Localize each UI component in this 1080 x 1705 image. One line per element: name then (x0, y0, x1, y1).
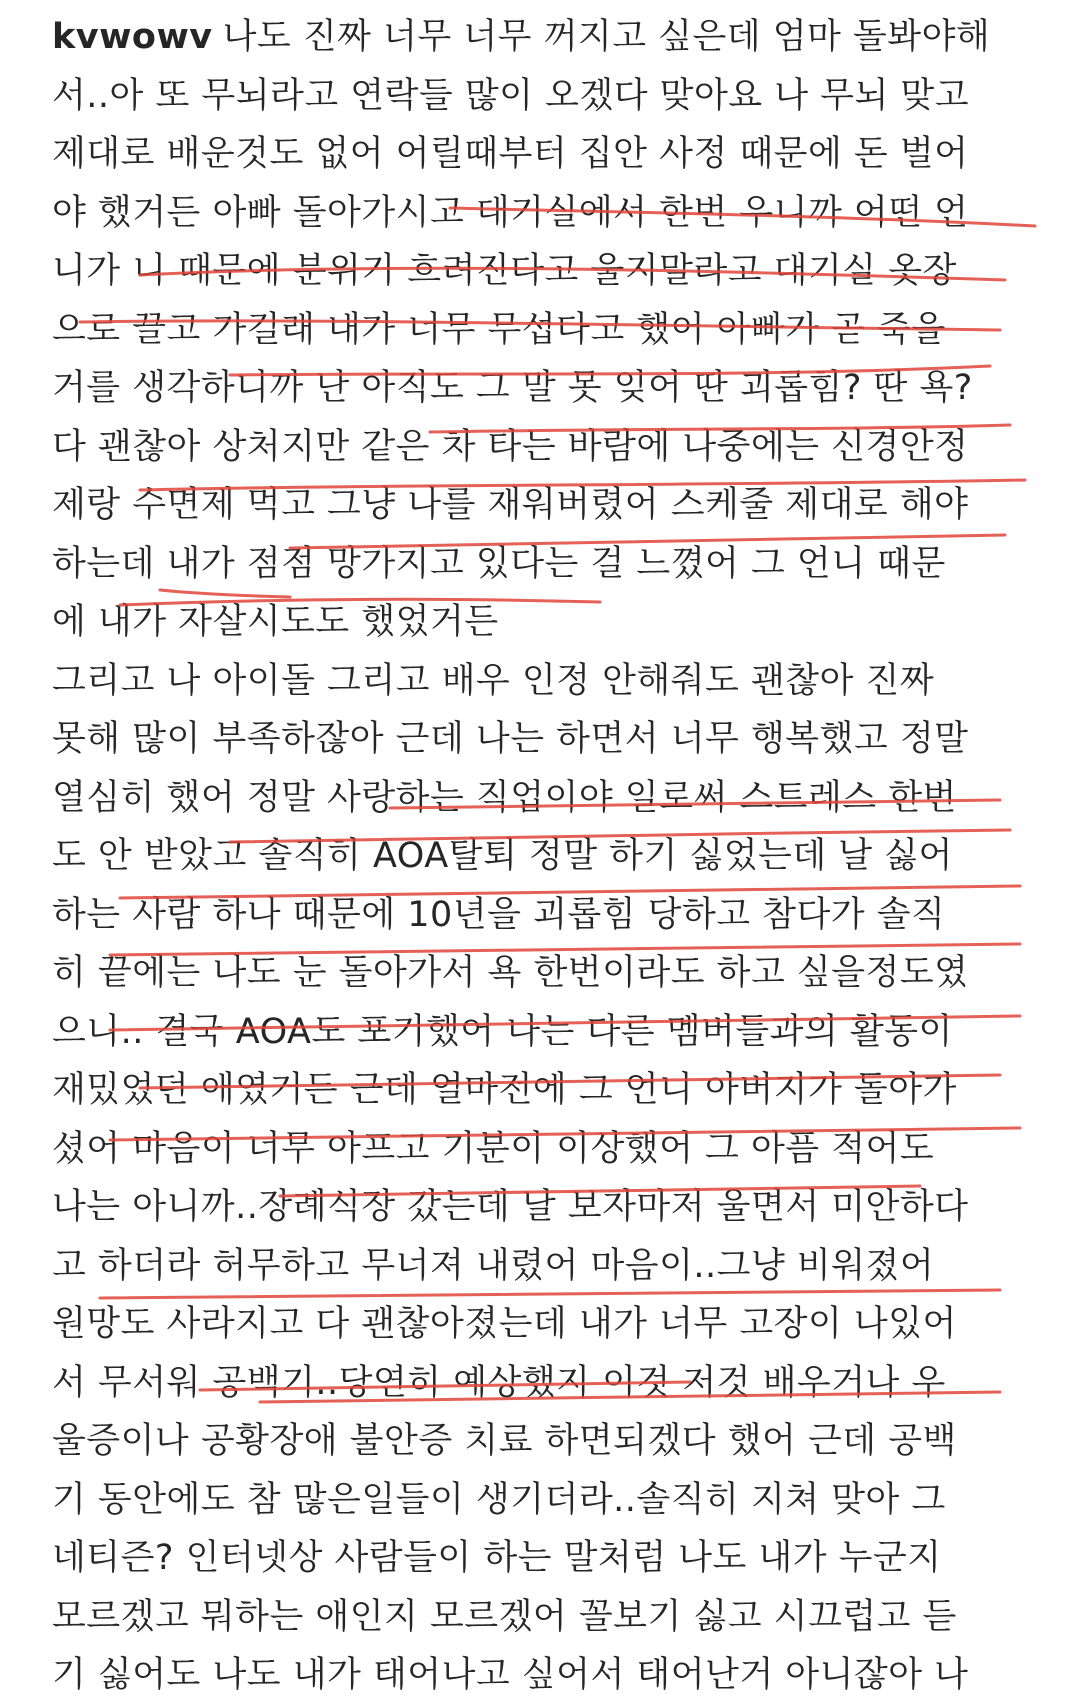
caption-text: 나도 진짜 너무 너무 꺼지고 싶은데 엄마 돌봐야해 (222, 17, 991, 57)
caption-line: 도 안 받았고 솔직히 AOA탈퇴 정말 하기 싫었는데 날 싫어 (52, 836, 953, 876)
caption-line (52, 8, 1062, 67)
caption-line: 못해 많이 부족하잖아 근데 나는 하면서 너무 행복했고 정말 (52, 719, 969, 759)
caption-line: 제대로 배운것도 없어 어릴때부터 집안 사정 때문에 돈 벌어 (52, 134, 969, 174)
caption-line: 다 괜찮아 상처지만 같은 차 타는 바람에 나중에는 신경안정 (52, 426, 969, 467)
caption-line: 원망도 사라지고 다 괜찮아졌는데 내가 너무 고장이 나있어 (52, 1304, 957, 1344)
caption-line: 히 끝에는 나도 눈 돌아가서 욕 한번이라도 하고 싶을정도였 (52, 953, 969, 993)
caption-line: 모르겠고 뭐하는 애인지 모르겠어 꼴보기 싫고 시끄럽고 듣 (52, 1596, 957, 1637)
caption-line: 네티즌? 인터넷상 사람들이 하는 말처럼 나도 내가 누군지 (52, 1538, 942, 1578)
caption-line: 나는 아니까..장례식장 갔는데 날 보자마저 울면서 미안하다 (52, 1187, 969, 1227)
caption-line: 서..아 또 무뇌라고 연락들 많이 오겠다 맞아요 나 무뇌 맞고 (52, 75, 970, 116)
caption-line: 열심히 했어 정말 사랑하는 직업이야 일로써 스트레스 한번 (52, 777, 957, 818)
caption-line: 니가 니 때문에 분위기 흐려진다고 울지말라고 대기실 옷장 (52, 251, 957, 291)
caption-line: 고 하더라 허무하고 무너져 내렸어 마음이..그냥 비워졌어 (52, 1245, 935, 1286)
caption-line: 에 내가 자살시도도 했었거든 (52, 602, 499, 642)
caption-line: 제랑 수면제 먹고 그냥 나를 재워버렸어 스케줄 제대로 해야 (52, 485, 969, 525)
caption-line: 기 싫어도 나도 내가 태어나고 싶어서 태어난거 아니잖아 나 (52, 1655, 969, 1695)
caption-line: 으니.. 결국 AOA도 포기했어 나는 다른 멤버들과의 활동이 (52, 1011, 953, 1052)
caption-line: 그리고 나 아이돌 그리고 배우 인정 안해줘도 괜찮아 진짜 (52, 660, 935, 701)
caption-line: 셨어 마음이 너무 아프고 기분이 이상했어 그 아픔 적어도 (52, 1128, 935, 1169)
caption-line: 하는데 내가 점점 망가지고 있다는 걸 느꼈어 그 언니 때문 (52, 543, 946, 584)
caption-line: 야 했거든 아빠 돌아가시고 대기실에서 한번 우니까 어떤 언 (52, 192, 969, 233)
caption-line: 하는 사람 하나 때문에 10년을 괴롭힘 당하고 참다가 솔직 (52, 894, 946, 935)
caption-line: 거를 생각하니까 난 아직도 그 말 못 잊어 딴 괴롭힘? 딴 욕? (52, 368, 973, 408)
username[interactable]: kvwowv (52, 17, 213, 57)
caption-line: 울증이나 공황장애 불안증 치료 하면되겠다 했어 근데 공백 (52, 1421, 957, 1461)
post-caption (52, 8, 1062, 1705)
caption-line: 서 무서워 공백기..당연히 예상했지 이것 저것 배우거나 우 (52, 1362, 946, 1403)
caption-line: 으로 끌고 가길래 내가 너무 무섭다고 했어 아빠가 곧 죽을 (52, 309, 946, 350)
caption-line: 재밌었던 애였거든 근데 얼마전에 그 언니 아버지가 돌아가 (52, 1070, 957, 1110)
caption-line: 기 동안에도 참 많은일들이 생기더라..솔직히 지쳐 맞아 그 (52, 1479, 946, 1520)
